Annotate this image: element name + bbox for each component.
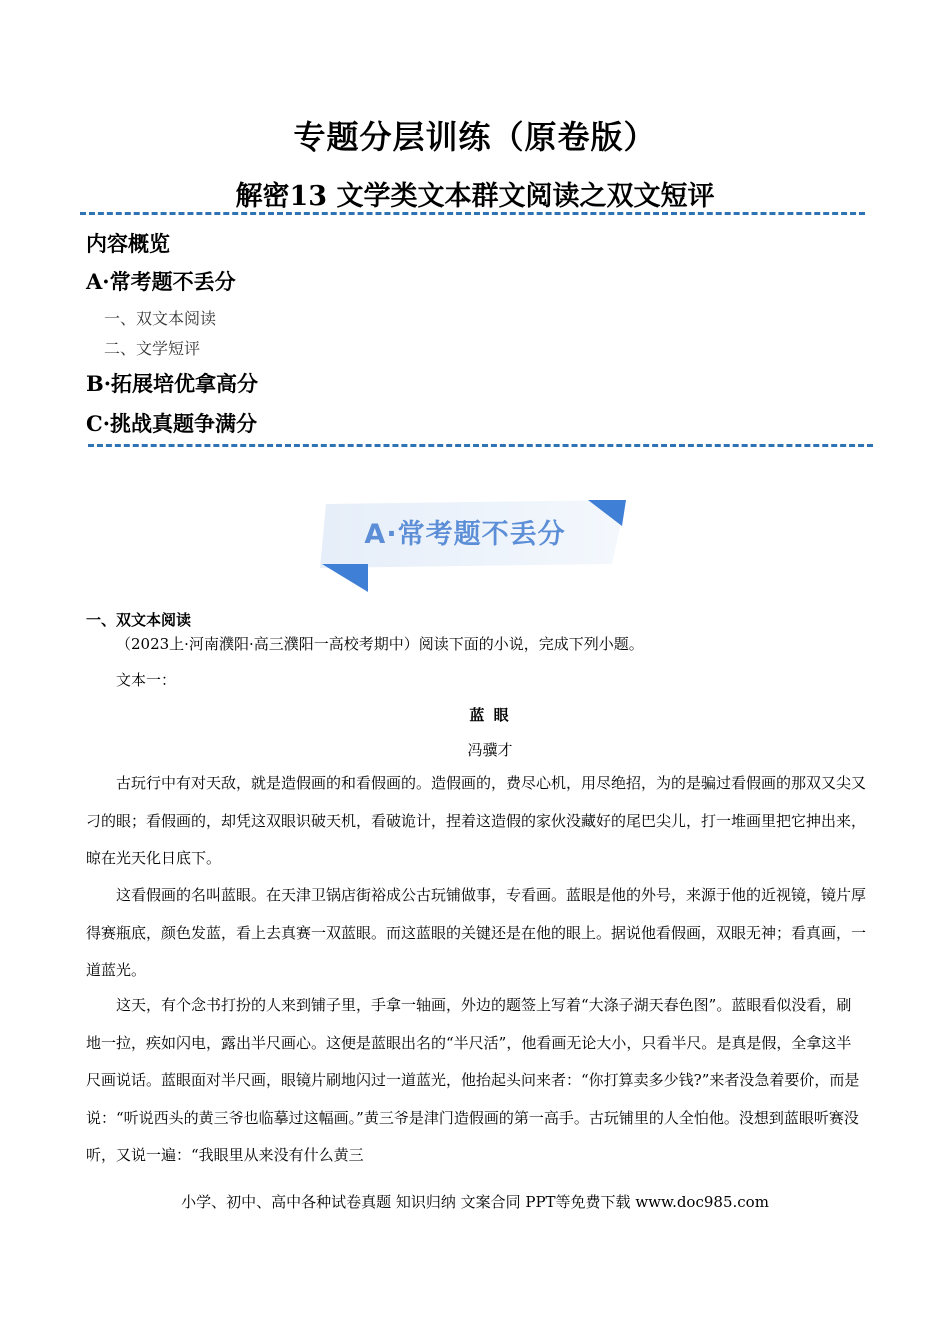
overview-section-c: C·挑战真题争满分 (86, 411, 258, 436)
page-footer: 小学、初中、高中各种试卷真题 知识归纳 文案合同 PPT等免费下载 www.doc985.com (181, 1193, 769, 1211)
overview-item: 一、双文本阅读 (104, 309, 217, 328)
paragraph: 古玩行中有对天敌，就是造假画的和看假画的。造假画的，费尽心机，用尽绝招，为的是骗过看假画的那双又尖又刁的眼；看假画的，却凭这双眼识破天机，看破诡计，捏着这造假的家伙没藏好的尾巴尖儿，打一堆画里把它抻出来，晾在光天化日底下。 (86, 774, 867, 867)
page-subtitle: 解密13 文学类文本群文阅读之双文短评 (235, 181, 715, 212)
story-author: 冯骥才 (467, 741, 513, 759)
paragraph: 这看假画的名叫蓝眼。在天津卫锅店街裕成公古玩铺做事，专看画。蓝眼是他的外号，来源于他的近视镜，镜片厚得赛瓶底，颜色发蓝，看上去真赛一双蓝眼。而这蓝眼的关键还是在他的眼上。据说他看假画，双眼无神；看真画，一道蓝光。 (86, 886, 867, 979)
section-banner (320, 498, 630, 594)
divider-bottom (88, 444, 873, 447)
banner-corner-bottom (322, 564, 368, 592)
divider-top (80, 212, 865, 215)
banner-label: A·常考题不丢分 (364, 519, 566, 550)
story-title: 蓝 眼 (469, 706, 511, 724)
text-label: 文本一： (116, 671, 177, 689)
paragraph: 这天，有个念书打扮的人来到铺子里，手拿一轴画，外边的题签上写着“大涤子湖天春色图”。蓝眼看似没看，刷地一拉，疾如闪电，露出半尺画心。这便是蓝眼出名的“半尺活”，他看画无论大小，只看半尺。是真是假，全拿这半尺画说话。蓝眼面对半尺画，眼镜片刷地闪过一道蓝光，他抬起头问来者：“你打算卖多少钱?”来者没急着要价，而是说：“听说西头的黄三爷也临摹过这幅画。”黄三爷是津门造假画的第一高手。古玩铺里的人全怕他。没想到蓝眼听赛没听，又说一遍：“我眼里从来没有什么黄三 (86, 996, 860, 1164)
source-line: （2023上·河南濮阳·高三濮阳一高校考期中）阅读下面的小说，完成下列小题。 (116, 635, 644, 653)
overview-heading: 内容概览 (86, 231, 170, 256)
overview-section-b: B·拓展培优拿高分 (86, 371, 259, 396)
page-title: 专题分层训练（原卷版） (293, 118, 657, 156)
overview-section-a: A·常考题不丢分 (86, 269, 236, 294)
overview-item: 二、文学短评 (104, 339, 201, 358)
section-heading: 一、双文本阅读 (86, 611, 192, 629)
